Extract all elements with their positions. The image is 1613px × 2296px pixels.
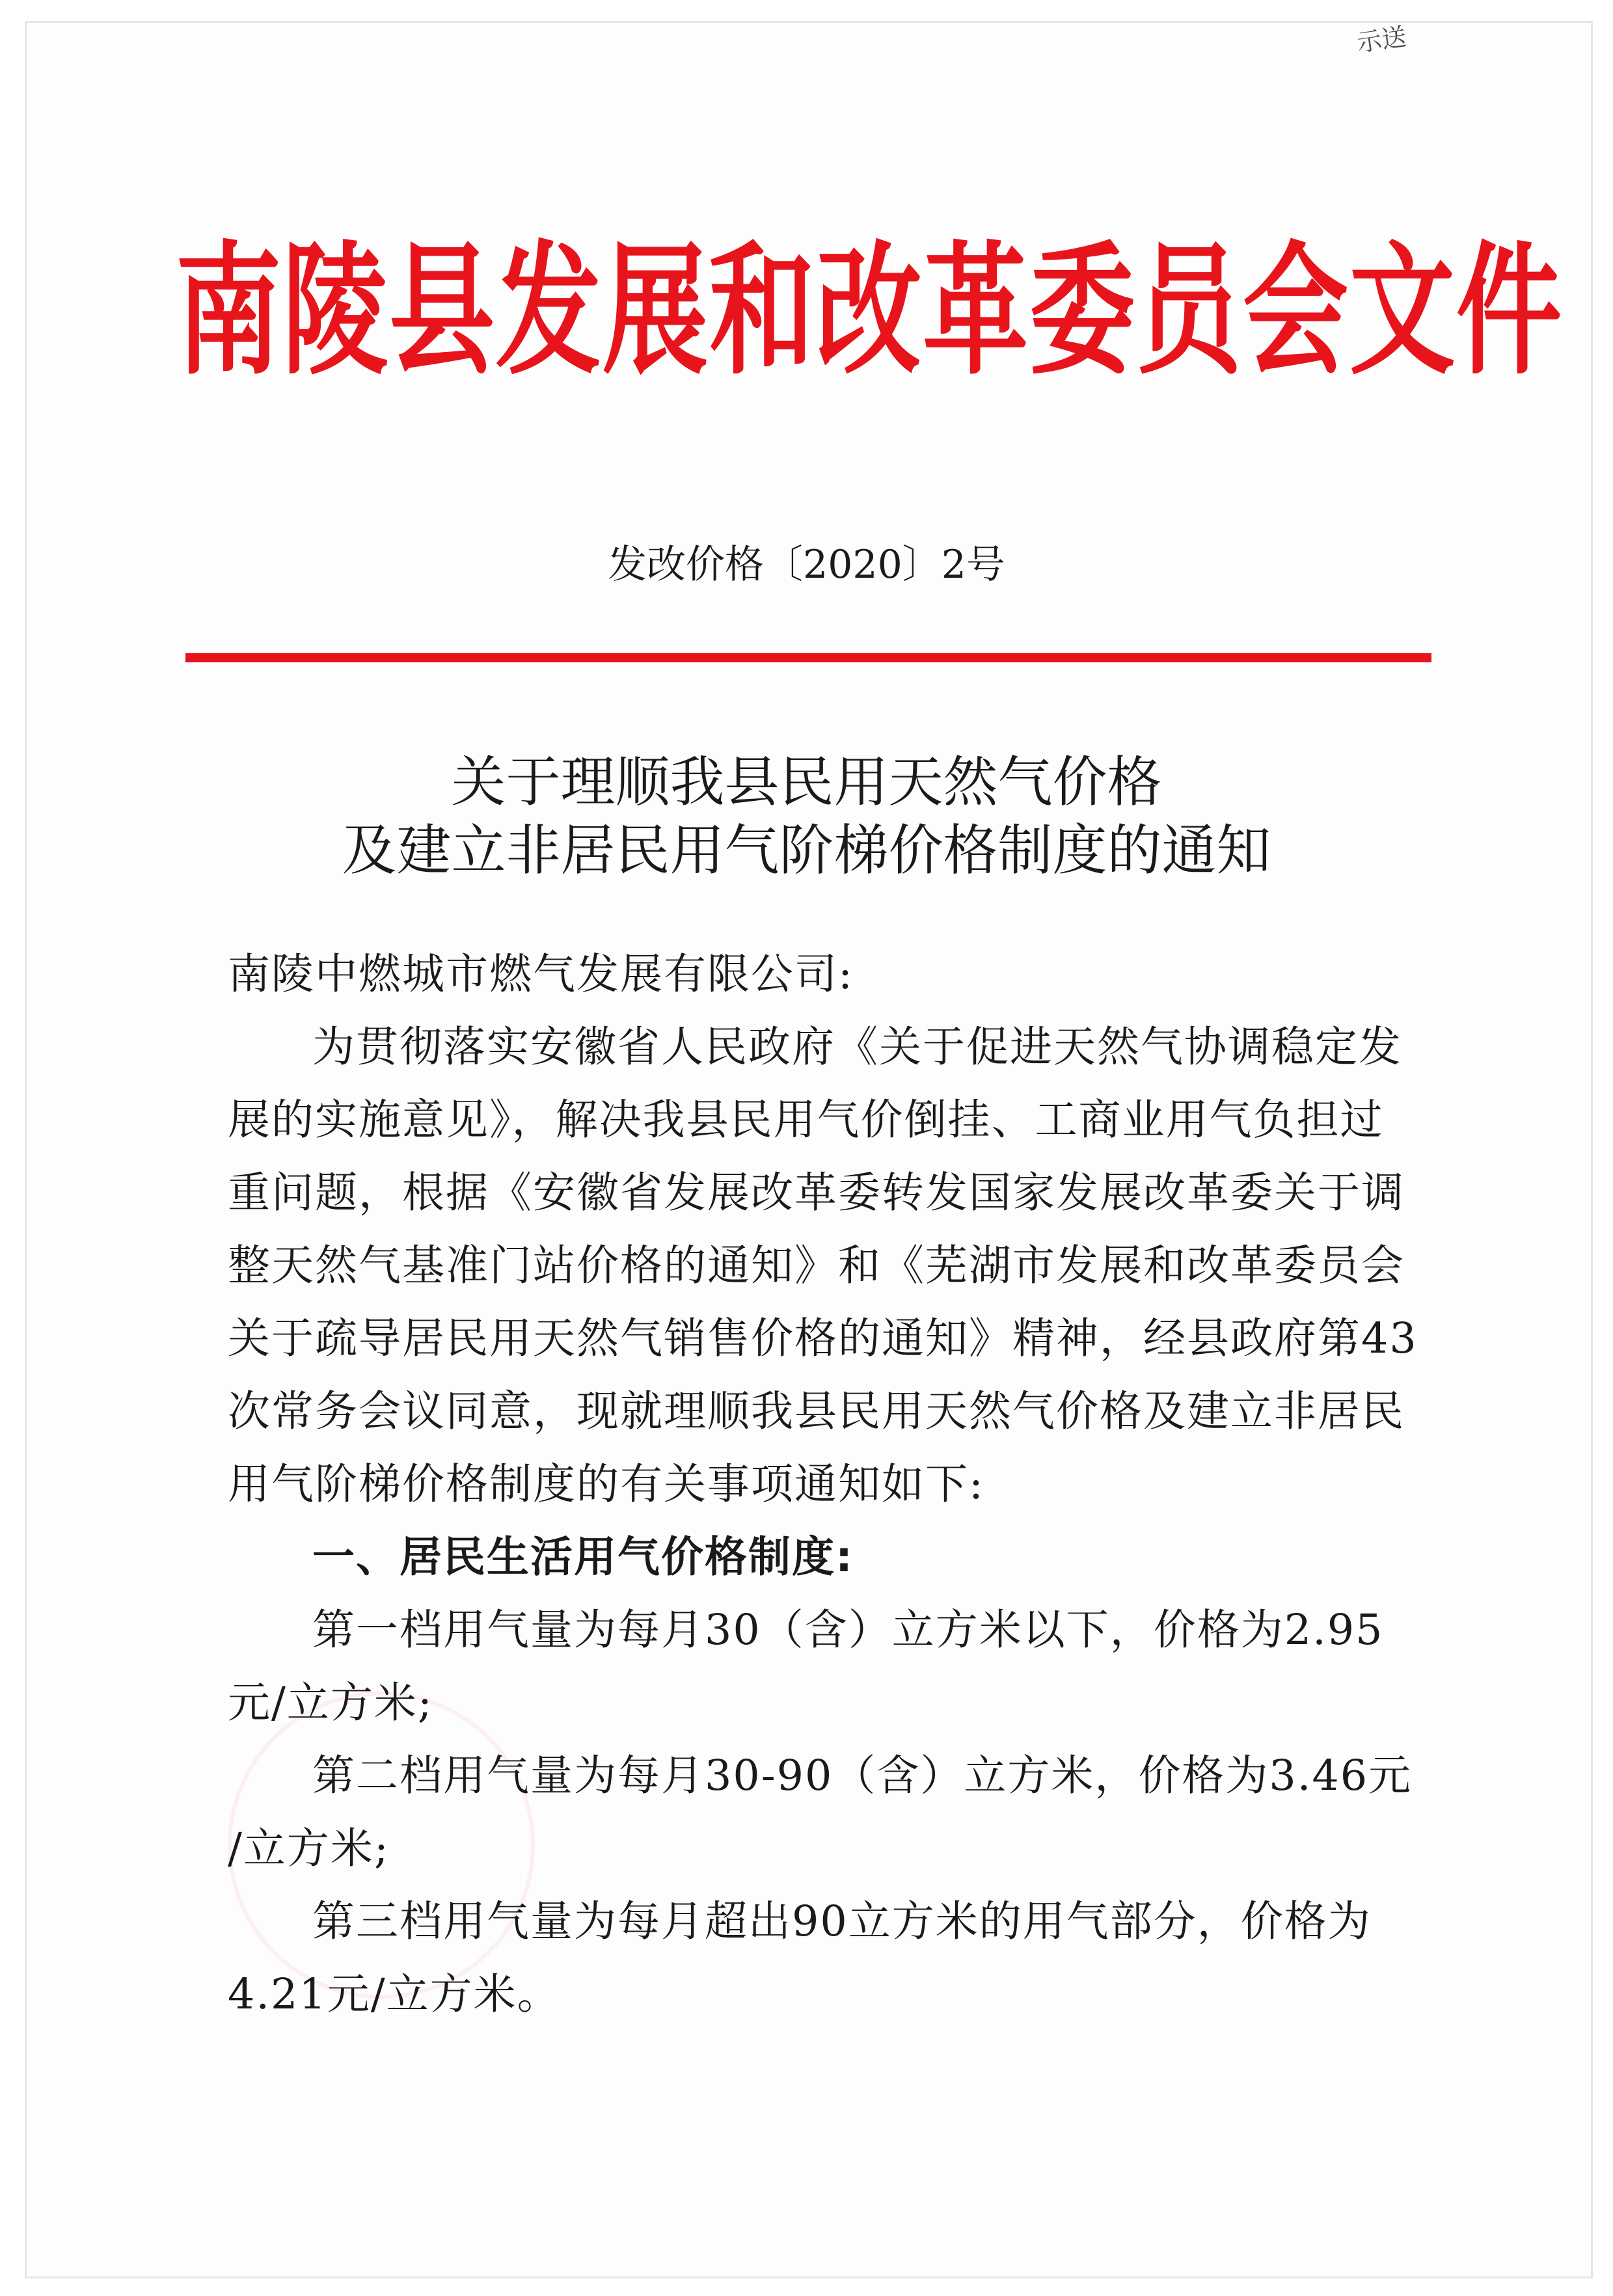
- handwritten-note: 示送: [1355, 21, 1409, 58]
- section-heading: 一、居民生活用气价格制度:: [312, 1533, 854, 1582]
- body-paragraph-line: 关于疏导居民用天然气销售价格的通知》精神，经县政府第43: [228, 1314, 1418, 1363]
- body-paragraph-line: 展的实施意见》，解决我县民用气价倒挂、工商业用气负担过: [228, 1096, 1384, 1144]
- tier-one-line-continued: 元/立方米;: [228, 1679, 433, 1727]
- tier-two-line-continued: /立方米;: [228, 1824, 390, 1873]
- tier-three-line-continued: 4.21元/立方米。: [228, 1970, 561, 2019]
- tier-two-line: 第二档用气量为每月30-90（含）立方米，价格为3.46元: [312, 1751, 1413, 1800]
- notice-title-line-1: 关于理顺我县民用天然气价格: [451, 750, 1162, 814]
- tier-one-line: 第一档用气量为每月30（含）立方米以下，价格为2.95: [312, 1606, 1384, 1654]
- red-divider-line: [185, 653, 1431, 662]
- body-paragraph-line: 为贯彻落实安徽省人民政府《关于促进天然气协调稳定发: [312, 1023, 1403, 1072]
- body-paragraph-line: 用气阶梯价格制度的有关事项通知如下:: [228, 1460, 984, 1509]
- body-paragraph-line: 整天然气基准门站价格的通知》和《芜湖市发展和改革委员会: [228, 1241, 1405, 1290]
- issuer-header-title: 南陵县发展和改革委员会文件: [176, 229, 1563, 395]
- document-number: 发改价格〔2020〕2号: [608, 542, 1005, 588]
- addressee: 南陵中燃城市燃气发展有限公司:: [228, 950, 854, 999]
- body-paragraph-line: 次常务会议同意，现就理顺我县民用天然气价格及建立非居民: [228, 1387, 1405, 1436]
- body-paragraph-line: 重问题，根据《安徽省发展改革委转发国家发展改革委关于调: [228, 1168, 1405, 1217]
- notice-title-line-2: 及建立非居民用气阶梯价格制度的通知: [342, 818, 1271, 882]
- tier-three-line: 第三档用气量为每月超出90立方米的用气部分，价格为: [312, 1897, 1372, 1946]
